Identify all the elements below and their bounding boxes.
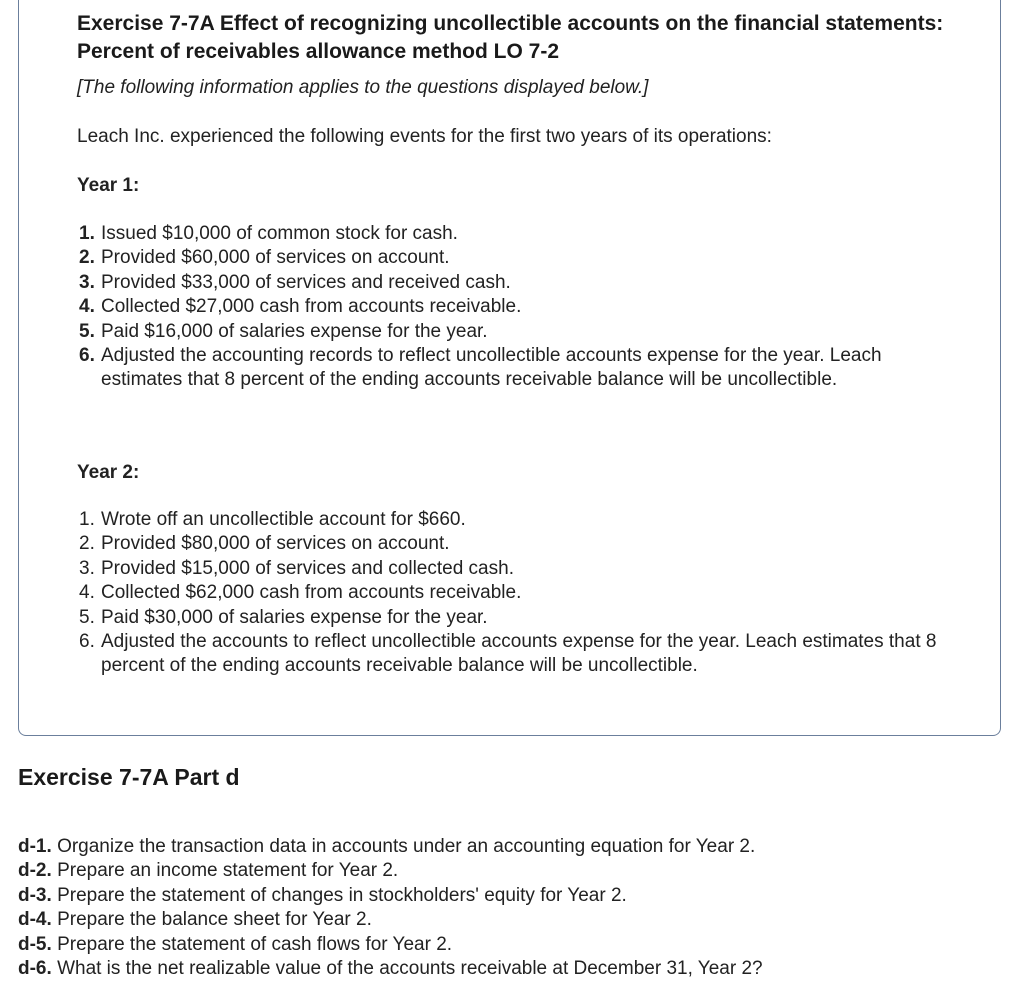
- item-number: 5.: [79, 606, 95, 628]
- item-text: Provided $60,000 of services on account.: [101, 247, 450, 269]
- item-text: Provided $33,000 of services and received cash.: [101, 271, 511, 293]
- item-number: 4.: [79, 582, 95, 604]
- year2-heading: Year 2:: [77, 462, 140, 483]
- requirement-code: d-1.: [18, 836, 52, 857]
- list-item: [77, 222, 947, 246]
- item-text: Paid $16,000 of salaries expense for the year.: [101, 320, 488, 342]
- item-text: Wrote off an uncollectible account for $660.: [101, 509, 466, 530]
- list-item: [77, 295, 947, 319]
- requirement-text: Organize the transaction data in accounts under an accounting equation for Year 2.: [57, 836, 756, 857]
- requirement-item: [18, 884, 1008, 908]
- requirement-text: Prepare the statement of cash flows for Year 2.: [57, 933, 453, 955]
- requirement-item: [18, 859, 1008, 883]
- list-item: [77, 557, 947, 581]
- item-number: 4.: [79, 296, 95, 318]
- requirement-text: Prepare an income statement for Year 2.: [57, 860, 399, 882]
- item-number: 2.: [79, 247, 95, 269]
- item-number: 2.: [79, 533, 95, 555]
- item-number: 3.: [79, 271, 95, 293]
- requirement-code: d-2.: [18, 860, 52, 882]
- list-item: [77, 630, 947, 679]
- item-number: 5.: [79, 320, 95, 342]
- requirement-item: [18, 835, 1008, 859]
- item-text: Adjusted the accounts to reflect uncollectible accounts expense for the year. Leach estimates that 8 percent of the ending accounts receivable balance will be uncollectible.: [101, 631, 937, 677]
- item-text: Provided $80,000 of services on account.: [101, 533, 450, 555]
- item-text: Adjusted the accounting records to reflect uncollectible accounts expense for the year. Leach estimates that 8 percent of the ending accounts receivable balance will be uncollectible.: [101, 345, 882, 391]
- requirement-item: [18, 908, 1008, 932]
- item-number: 6.: [79, 631, 95, 653]
- requirement-code: d-3.: [18, 884, 52, 906]
- requirement-text: Prepare the balance sheet for Year 2.: [57, 909, 372, 931]
- year1-heading: Year 1:: [77, 175, 140, 196]
- requirement-text: What is the net realizable value of the accounts receivable at December 31, Year 2?: [57, 958, 763, 980]
- requirement-item: [18, 933, 1008, 957]
- exercise-title: Exercise 7-7A Effect of recognizing uncollectible accounts on the financial statements: Percent of receivables allowance method LO 7-2: [77, 12, 944, 63]
- year1-event-list: [77, 222, 947, 393]
- item-number: 3.: [79, 557, 95, 579]
- item-text: Provided $15,000 of services and collected cash.: [101, 557, 514, 579]
- item-text: Collected $62,000 cash from accounts receivable.: [101, 582, 522, 604]
- list-item: [77, 508, 947, 532]
- list-item: [77, 320, 947, 344]
- list-item: [77, 606, 947, 630]
- requirement-code: d-4.: [18, 909, 52, 931]
- requirement-code: d-5.: [18, 933, 52, 955]
- item-number: 6.: [79, 345, 95, 367]
- item-text: Issued $10,000 of common stock for cash.: [101, 223, 458, 244]
- item-number: 1.: [79, 509, 95, 530]
- item-text: Paid $30,000 of salaries expense for the year.: [101, 606, 488, 628]
- list-item: [77, 581, 947, 605]
- intro-text: Leach Inc. experienced the following events for the first two years of its operations:: [77, 126, 772, 147]
- list-item: [77, 344, 947, 393]
- part-title: Exercise 7-7A Part d: [18, 764, 240, 790]
- item-text: Collected $27,000 cash from accounts receivable.: [101, 296, 522, 318]
- requirement-code: d-6.: [18, 958, 52, 980]
- requirements-list: [18, 835, 1008, 981]
- info-note: [The following information applies to the questions displayed below.]: [77, 77, 649, 98]
- list-item: [77, 532, 947, 556]
- requirement-text: Prepare the statement of changes in stockholders' equity for Year 2.: [57, 884, 627, 906]
- year2-event-list: [77, 508, 947, 679]
- list-item: [77, 271, 947, 295]
- item-number: 1.: [79, 223, 95, 244]
- list-item: [77, 246, 947, 270]
- requirement-item: [18, 957, 1008, 981]
